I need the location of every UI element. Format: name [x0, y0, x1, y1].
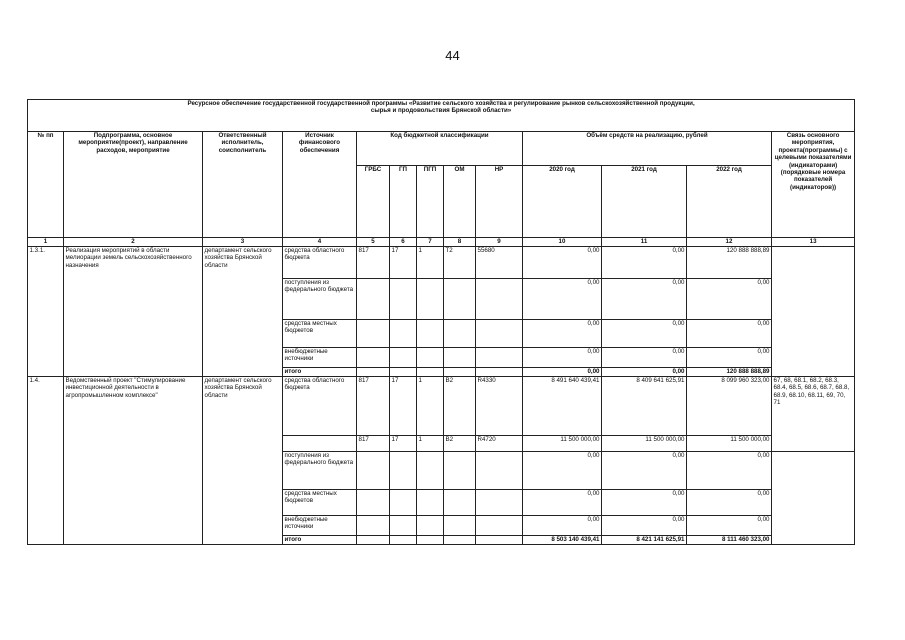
col-number: 5 — [357, 238, 390, 247]
cell-2021: 0,00 — [602, 490, 687, 516]
cell-om: В2 — [444, 436, 476, 452]
cell-2021: 0,00 — [602, 320, 687, 348]
row-number: 1.4. — [28, 377, 64, 545]
cell-grbs: 817 — [357, 247, 390, 279]
cell-2022: 0,00 — [687, 452, 772, 490]
col-number: 13 — [772, 238, 855, 247]
cell-indicators-empty — [772, 452, 855, 545]
title-line-2: сырья и продовольствия Брянской области» — [370, 107, 512, 115]
row-name: Реализация мероприятий в области мелиорации земель сельскохозяйственного назначения — [64, 247, 203, 377]
cell-2020: 0,00 — [523, 348, 602, 368]
col-number: 11 — [602, 238, 687, 247]
cell-2022: 0,00 — [687, 348, 772, 368]
cell-indicators — [772, 247, 855, 377]
header-om: ОМ — [444, 166, 476, 238]
cell-2022-total: 120 888 888,89 — [687, 368, 772, 377]
cell-np: R4720 — [476, 436, 523, 452]
cell-2020: 0,00 — [523, 490, 602, 516]
col-number: 6 — [390, 238, 417, 247]
cell-2021: 0,00 — [602, 279, 687, 320]
col-number: 2 — [64, 238, 203, 247]
row-source: внебюджетные источники — [283, 348, 357, 368]
col-number: 1 — [28, 238, 64, 247]
cell-2021: 0,00 — [602, 516, 687, 536]
table-row — [28, 377, 855, 436]
col-number: 4 — [283, 238, 357, 247]
header-grbs: ГРБС — [357, 166, 390, 238]
cell-2022-total: 8 111 460 323,00 — [687, 536, 772, 545]
cell-2020: 0,00 — [523, 320, 602, 348]
cell-indicators: 67, 68, 68.1, 68.2, 68.3, 68.4, 68.5, 68.6, 68.7, 68.8, 68.9, 68.10, 68.11, 69, 70, 71 — [772, 377, 855, 452]
cell-grbs: 817 — [357, 377, 390, 436]
page-number: 44 — [445, 48, 460, 63]
col-number: 8 — [444, 238, 476, 247]
cell-2020: 0,00 — [523, 516, 602, 536]
cell-2020-total: 8 503 140 439,41 — [523, 536, 602, 545]
row-name: Ведомственный проект "Стимулирование инвестиционной деятельности в агропромышленном комплексе" — [64, 377, 203, 545]
cell-2021-total: 0,00 — [602, 368, 687, 377]
cell-2021: 8 409 641 625,91 — [602, 377, 687, 436]
header-link: Связь основного мероприятия, проекта(программы) с целевыми показателями (индикаторами) (порядковые номера показателей (индикаторов)) — [772, 132, 855, 238]
cell-2022: 120 888 888,89 — [687, 247, 772, 279]
header-2022: 2022 год — [687, 166, 772, 238]
header-num: № пп — [28, 132, 64, 238]
row-source: средства областного бюджета — [283, 377, 357, 436]
cell-2022: 0,00 — [687, 320, 772, 348]
col-number: 7 — [417, 238, 444, 247]
row-source: средства областного бюджета — [283, 247, 357, 279]
col-number: 3 — [203, 238, 283, 247]
cell-2020-total: 0,00 — [523, 368, 602, 377]
cell-gp: 17 — [390, 436, 417, 452]
cell-2022: 0,00 — [687, 279, 772, 320]
cell-2022: 8 099 960 323,00 — [687, 377, 772, 436]
header-np: НР — [476, 166, 523, 238]
cell-pgp: 1 — [417, 247, 444, 279]
table-title — [28, 100, 855, 132]
cell-2021-total: 8 421 141 625,91 — [602, 536, 687, 545]
row-responsible: департамент сельского хозяйства Брянской области — [203, 377, 283, 545]
cell-np: 55680 — [476, 247, 523, 279]
cell-gp: 17 — [390, 247, 417, 279]
col-number: 10 — [523, 238, 602, 247]
row-source: поступления из федерального бюджета — [283, 279, 357, 320]
header-2021: 2021 год — [602, 166, 687, 238]
cell-pgp: 1 — [417, 377, 444, 436]
row-responsible: департамент сельского хозяйства Брянской области — [203, 247, 283, 377]
col-number: 9 — [476, 238, 523, 247]
cell-gp: 17 — [390, 377, 417, 436]
resource-table — [27, 99, 855, 545]
header-responsible: Ответственный исполнитель, соисполнитель — [203, 132, 283, 238]
table-row — [28, 247, 855, 279]
header-2020: 2020 год — [523, 166, 602, 238]
row-source-total: итого — [283, 368, 357, 377]
header-subprogram: Подпрограмма, основное мероприятие(проект), направление расходов, мероприятие — [64, 132, 203, 238]
row-number: 1.3.1. — [28, 247, 64, 377]
title-line-1: Ресурсное обеспечение государственной государственной программы «Развитие сельского хозяйства и регулирование рынков сельскохозяйственной продукции, — [187, 100, 695, 107]
cell-2021: 0,00 — [602, 452, 687, 490]
cell-2022: 0,00 — [687, 490, 772, 516]
cell-2020: 0,00 — [523, 452, 602, 490]
cell-2021: 11 500 000,00 — [602, 436, 687, 452]
cell-grbs: 817 — [357, 436, 390, 452]
cell-2021: 0,00 — [602, 247, 687, 279]
row-source: поступления из федерального бюджета — [283, 452, 357, 490]
header-pgp: ПГП — [417, 166, 444, 238]
row-source: внебюджетные источники — [283, 516, 357, 536]
header-budget-code: Код бюджетной классификации — [357, 132, 523, 166]
cell-2020: 0,00 — [523, 279, 602, 320]
cell-np: R4330 — [476, 377, 523, 436]
header-source: Источник финансового обеспечения — [283, 132, 357, 238]
row-source: средства местных бюджетов — [283, 490, 357, 516]
row-source: средства местных бюджетов — [283, 320, 357, 348]
cell-2022: 0,00 — [687, 516, 772, 536]
cell-om: Т2 — [444, 247, 476, 279]
header-volume: Объём средств на реализацию, рублей — [523, 132, 772, 166]
cell-om: В2 — [444, 377, 476, 436]
row-source-total: итого — [283, 536, 357, 545]
cell-pgp: 1 — [417, 436, 444, 452]
cell-2020: 8 491 640 439,41 — [523, 377, 602, 436]
cell-2022: 11 500 000,00 — [687, 436, 772, 452]
header-gp: ГП — [390, 166, 417, 238]
cell-2021: 0,00 — [602, 348, 687, 368]
cell-2020: 11 500 000,00 — [523, 436, 602, 452]
col-number: 12 — [687, 238, 772, 247]
cell-2020: 0,00 — [523, 247, 602, 279]
